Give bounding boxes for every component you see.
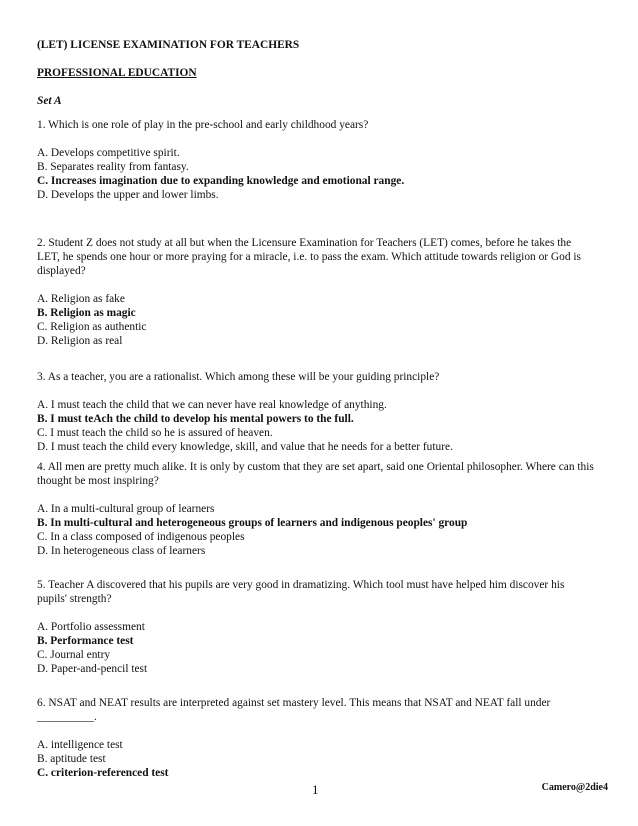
choice-b: B. Separates reality from fantasy. — [37, 161, 189, 173]
question-4 — [37, 460, 612, 558]
question-3 — [37, 370, 612, 454]
question-text: 2. Student Z does not study at all but when the Licensure Examination for Teachers (LET) comes, before he takes the — [37, 237, 572, 249]
choice-c-answer: C. Increases imagination due to expanding knowledge and emotional range. — [37, 175, 405, 187]
document-title: (LET) LICENSE EXAMINATION FOR TEACHERS — [37, 39, 300, 51]
choice-c: C. Journal entry — [37, 649, 111, 661]
set-label: Set A — [37, 95, 62, 107]
choice-b-answer: B. Religion as magic — [37, 307, 136, 319]
choice-a: A. Develops competitive spirit. — [37, 147, 180, 159]
choice-a: A. Portfolio assessment — [37, 621, 145, 633]
question-text: 3. As a teacher, you are a rationalist. Which among these will be your guiding principle? — [37, 371, 440, 383]
answer-blank: __________. — [37, 711, 97, 723]
question-6 — [37, 696, 612, 780]
question-5 — [37, 578, 612, 676]
choice-a: A. In a multi-cultural group of learners — [37, 503, 215, 515]
question-1 — [37, 118, 612, 202]
question-text: 6. NSAT and NEAT results are interpreted against set mastery level. This means that NSAT and NEAT fall under — [37, 697, 551, 709]
section-title: PROFESSIONAL EDUCATION — [37, 67, 197, 79]
choice-d: D. Develops the upper and lower limbs. — [37, 189, 219, 201]
question-text: 1. Which is one role of play in the pre-school and early childhood years? — [37, 119, 369, 131]
choice-d: D. I must teach the child every knowledge, skill, and value that he needs for a better future. — [37, 441, 453, 453]
choice-b-answer: B. I must teAch the child to develop his mental powers to the full. — [37, 413, 354, 425]
page-number: 1 — [312, 782, 319, 797]
choice-a: A. intelligence test — [37, 739, 123, 751]
question-text: 4. All men are pretty much alike. It is only by custom that they are set apart, said one Oriental philosopher. Where can this — [37, 461, 594, 473]
question-text: 5. Teacher A discovered that his pupils are very good in dramatizing. Which tool must have helped him discover his — [37, 579, 565, 591]
choice-c-answer: C. criterion-referenced test — [37, 767, 169, 779]
question-2 — [37, 236, 612, 348]
choice-c: C. Religion as authentic — [37, 321, 147, 333]
question-text: LET, he spends one hour or more praying for a miracle, i.e. to pass the exam. Which attitude towards religion or God is — [37, 251, 581, 263]
choice-b: B. aptitude test — [37, 753, 106, 765]
choice-a: A. I must teach the child that we can never have real knowledge of anything. — [37, 399, 387, 411]
choice-d: D. Paper-and-pencil test — [37, 663, 148, 675]
question-text: displayed? — [37, 265, 86, 277]
document-header — [37, 38, 612, 108]
choice-a: A. Religion as fake — [37, 293, 125, 305]
choice-b-answer: B. In multi-cultural and heterogeneous groups of learners and indigenous peoples' group — [37, 517, 468, 529]
question-text: pupils' strength? — [37, 593, 112, 605]
choice-d: D. In heterogeneous class of learners — [37, 545, 206, 557]
choice-c: C. In a class composed of indigenous peoples — [37, 531, 245, 543]
choice-c: C. I must teach the child so he is assured of heaven. — [37, 427, 273, 439]
question-text: thought be most inspiring? — [37, 475, 159, 487]
choice-d: D. Religion as real — [37, 335, 123, 347]
footer-brand: Camero@2die4 — [541, 782, 608, 793]
choice-b-answer: B. Performance test — [37, 635, 134, 647]
